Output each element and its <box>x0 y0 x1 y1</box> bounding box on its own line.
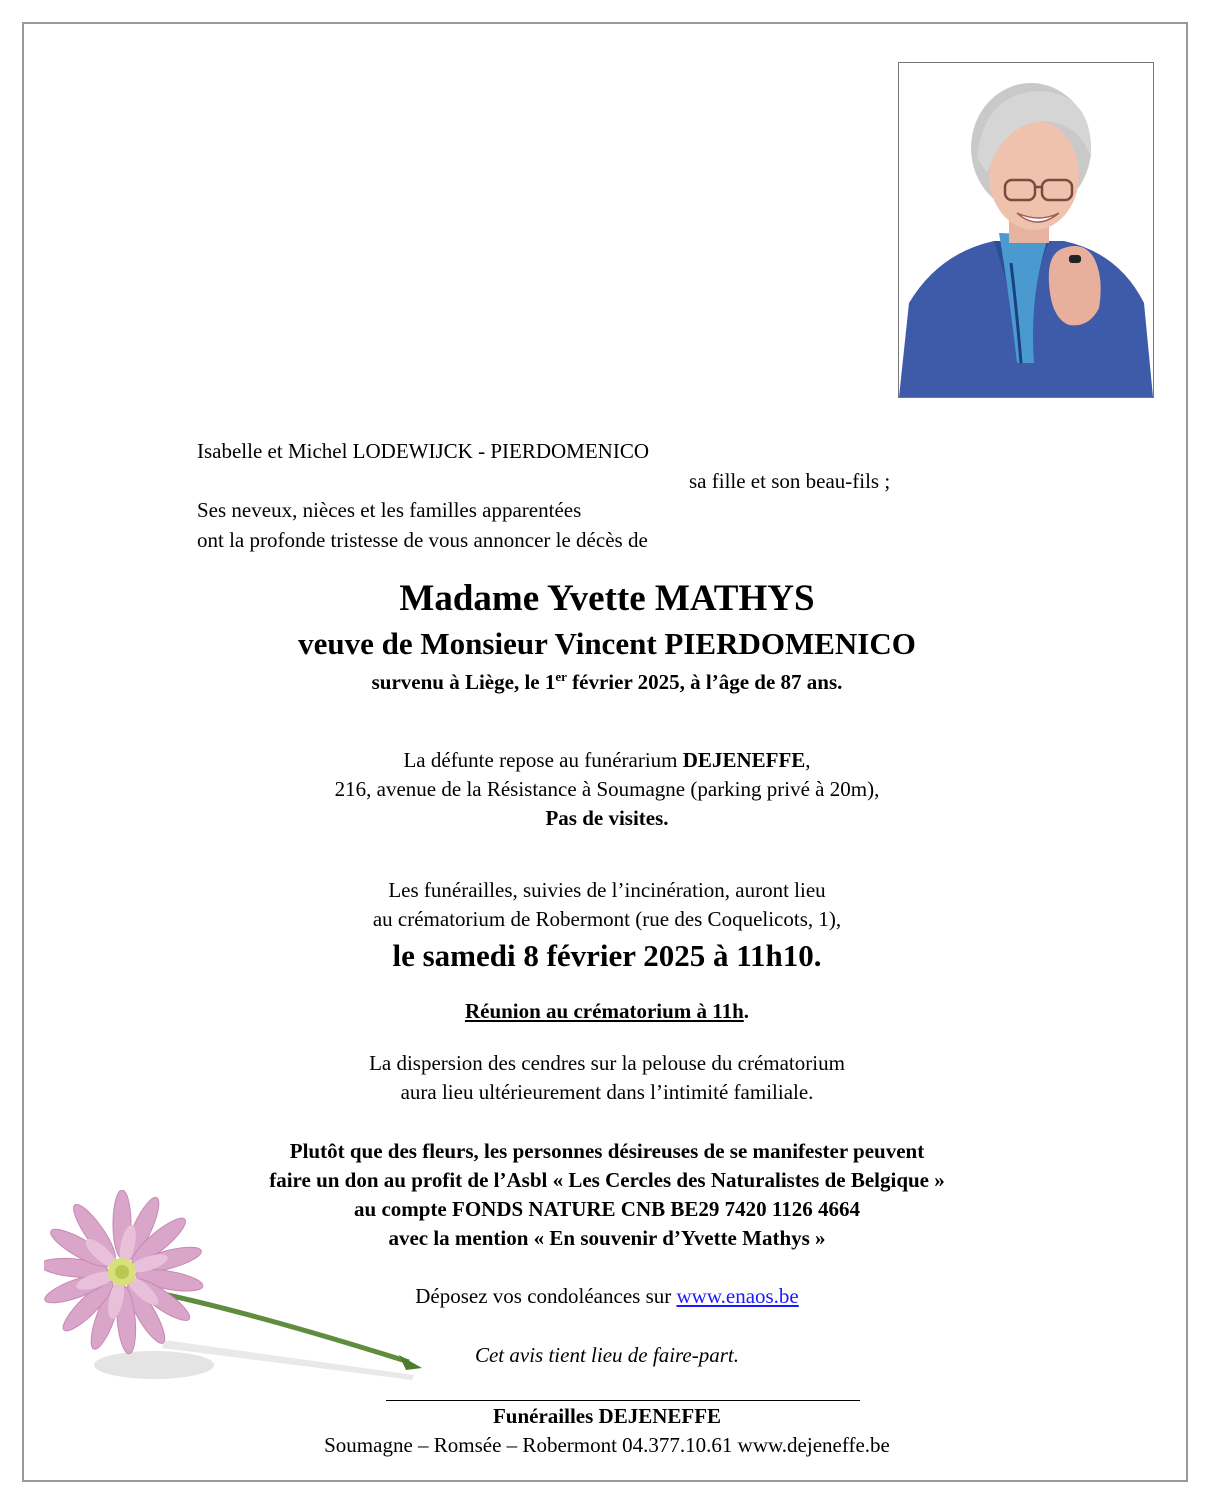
intro-line-relatives: Ses neveux, nièces et les familles apparentées <box>197 498 582 522</box>
death-details-sup: er <box>555 669 567 684</box>
rest-line-address: 216, avenue de la Résistance à Soumagne (parking privé à 20m), <box>334 777 880 801</box>
rest-line-1-prefix: La défunte repose au funérarium <box>403 748 683 772</box>
portrait-photo <box>898 62 1154 398</box>
funeral-line-1: Les funérailles, suivies de l’incinération, auront lieu <box>388 878 826 902</box>
rest-line-visits: Pas de visites. <box>545 806 669 830</box>
meeting-info <box>0 999 1214 1024</box>
funeral-company: Funérailles DEJENEFFE <box>492 1404 722 1428</box>
funeral-line-2: au crématorium de Robermont (rue des Coquelicots, 1), <box>372 907 842 931</box>
dispersion-info <box>0 1049 1214 1107</box>
notice-text: Cet avis tient lieu de faire-part. <box>474 1343 739 1367</box>
death-details-suffix: février 2025, à l’âge de 87 ans. <box>566 670 843 694</box>
intro-line-relation: sa fille et son beau-fils ; <box>689 468 891 493</box>
rest-line-1 <box>0 746 1214 775</box>
funeral-info <box>0 876 1214 934</box>
dispersion-line-1: La dispersion des cendres sur la pelouse du crématorium <box>369 1051 845 1075</box>
rest-line-1-suffix: , <box>805 748 811 772</box>
footer-divider <box>386 1400 860 1401</box>
intro-line-announce: ont la profonde tristesse de vous annoncer le décès de <box>197 527 648 552</box>
death-details <box>0 669 1214 695</box>
meeting-text: Réunion au crématorium à 11h <box>464 999 744 1023</box>
condolences-text: Déposez vos condoléances sur <box>415 1284 677 1308</box>
condolences-link[interactable]: www.enaos.be <box>676 1284 799 1308</box>
donation-line-4: avec la mention « En souvenir d’Yvette Mathys » <box>388 1226 826 1250</box>
funeral-home-info <box>0 746 1214 833</box>
announcement-intro <box>197 437 957 555</box>
meeting-end: . <box>743 999 750 1023</box>
donation-line-3: au compte FONDS NATURE CNB BE29 7420 1126 4664 <box>354 1197 860 1221</box>
dispersion-line-2: aura lieu ultérieurement dans l’intimité familiale. <box>400 1080 814 1104</box>
deceased-name: Madame Yvette MATHYS <box>399 578 815 619</box>
funeral-home-name: DEJENEFFE <box>682 748 806 772</box>
donation-line-2: faire un don au profit de l’Asbl « Les Cercles des Naturalistes de Belgique » <box>269 1168 945 1192</box>
funeral-date: le samedi 8 février 2025 à 11h10. <box>392 938 822 973</box>
flower-image <box>44 1190 434 1420</box>
donation-line-1: Plutôt que des fleurs, les personnes désireuses de se manifester peuvent <box>289 1139 925 1163</box>
death-details-prefix: survenu à Liège, le 1 <box>371 670 556 694</box>
intro-line-family: Isabelle et Michel LODEWIJCK - PIERDOMENICO <box>197 439 649 463</box>
widow-of: veuve de Monsieur Vincent PIERDOMENICO <box>298 626 916 661</box>
funeral-company-address: Soumagne – Romsée – Robermont 04.377.10.61 www.dejeneffe.be <box>324 1433 890 1457</box>
